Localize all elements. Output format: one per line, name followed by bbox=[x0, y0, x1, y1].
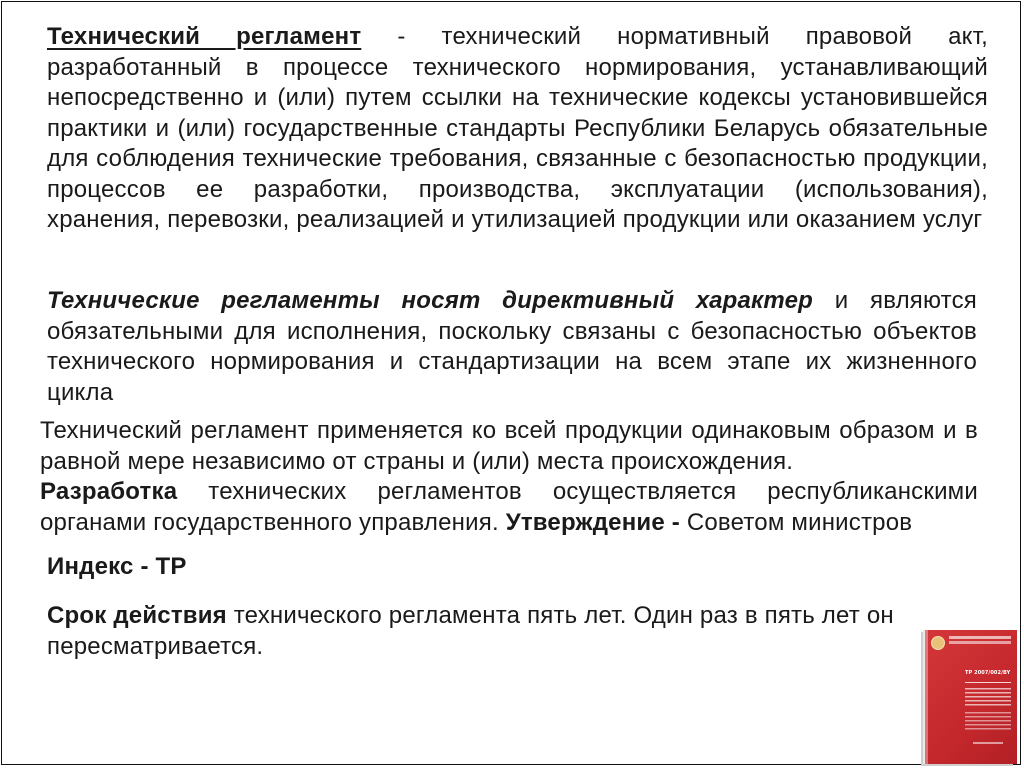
term-technical-regulation: Технический регламент bbox=[47, 23, 362, 50]
directive-text: и являются обязательными для исполнения, поскольку связаны с безопасностью объектов технического нормирования и стандартизации на всем этапе их жизненного цикла bbox=[47, 287, 977, 406]
booklet-footer-line bbox=[973, 742, 1003, 744]
emblem-icon bbox=[931, 636, 945, 650]
validity-text: технического регламента пять лет. Один раз в пять лет он пересматривается. bbox=[47, 602, 894, 660]
approval-text: Советом министров bbox=[679, 508, 913, 536]
booklet-header-lines bbox=[949, 636, 1011, 639]
index-paragraph bbox=[47, 552, 647, 583]
development-paragraph bbox=[40, 477, 978, 538]
application-paragraph bbox=[40, 416, 978, 477]
booklet-title-lines bbox=[965, 688, 1011, 706]
application-text: Технический регламент применяется ко всей продукции одинаковым образом и в равной мере независимо от страны и (или) места происхождения. bbox=[40, 417, 978, 475]
term-validity: Срок действия bbox=[47, 602, 227, 629]
booklet-subtitle-lines bbox=[965, 712, 1011, 730]
term-development: Разработка bbox=[40, 478, 178, 505]
term-approval: Утверждение - bbox=[505, 508, 680, 536]
directive-emphasis: Технические регламенты носят директивный характер bbox=[47, 287, 814, 314]
booklet-rule bbox=[965, 682, 1011, 683]
regulation-booklet-image bbox=[925, 630, 1017, 764]
booklet-spine bbox=[925, 630, 928, 764]
development-text: технических регламентов осуществляется республиканскими органами государственного управления. bbox=[40, 478, 978, 536]
definition-text: - технический нормативный правовой акт, разработанный в процессе технического нормирования, устанавливающий непосредственно и (или) путем ссылки на технические кодексы установившейся практики и (или) государственные стандарты Республики Беларусь обязательные для соблюдения технические требования, связанные с безопасностью продукции, процессов ее разработки, производства, эксплуатации (использования), хранения, перевозки, реализацией и утилизацией продукции или оказанием услуг bbox=[47, 23, 988, 233]
booklet-code: ТР 2007/002/BY bbox=[965, 670, 1011, 676]
index-text: Индекс - ТР bbox=[47, 553, 187, 580]
definition-paragraph bbox=[47, 22, 988, 236]
validity-paragraph bbox=[47, 601, 927, 662]
directive-paragraph bbox=[47, 286, 977, 408]
